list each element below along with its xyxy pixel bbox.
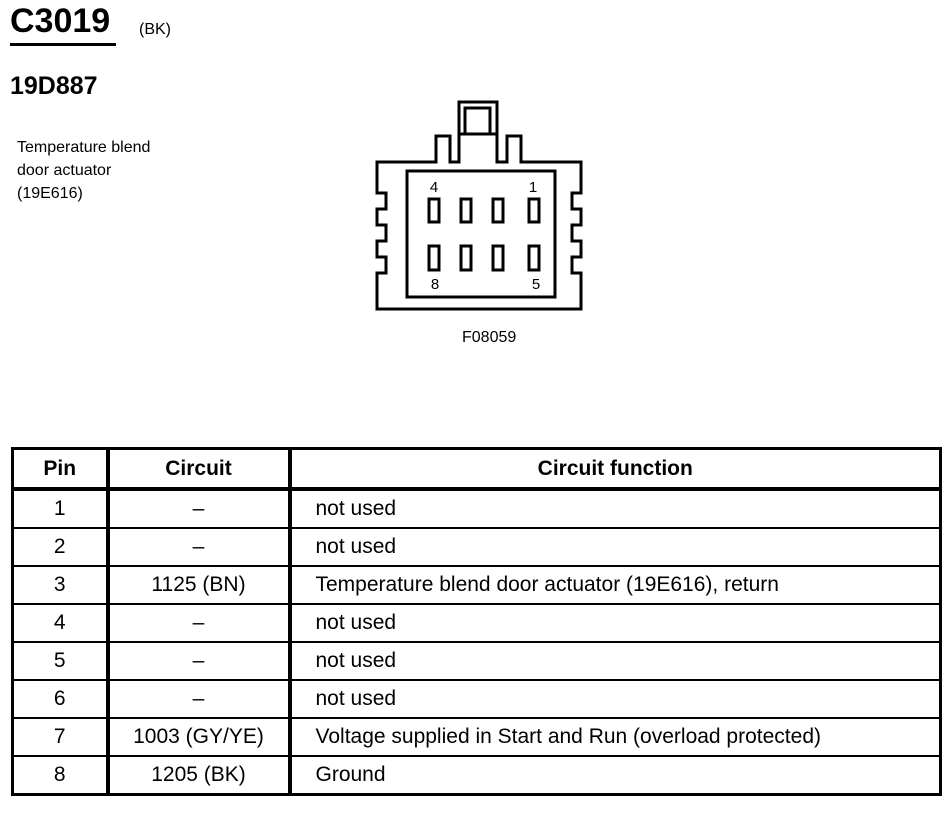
circuit-cell: – [108, 680, 290, 718]
connector-id: C3019 [10, 2, 111, 40]
pin-table [11, 447, 942, 796]
pin-label: 1 [528, 179, 538, 196]
table-row [13, 566, 941, 604]
terminal-pin-1 [529, 199, 539, 222]
table-row [13, 756, 941, 795]
pin-cell: 6 [13, 680, 108, 718]
function-cell: not used [290, 489, 941, 528]
terminal-pin-4 [429, 199, 439, 222]
figure-id: F08059 [462, 329, 517, 346]
pin-cell: 4 [13, 604, 108, 642]
part-number: 19D887 [10, 72, 98, 100]
terminal-pin-5 [529, 246, 539, 270]
function-cell: not used [290, 680, 941, 718]
pin-label: 4 [429, 179, 439, 196]
connector-id-underline [10, 43, 116, 46]
pin-cell: 8 [13, 756, 108, 795]
component-description-line: door actuator [17, 162, 112, 179]
component-description-line: (19E616) [17, 185, 83, 202]
function-cell: Ground [290, 756, 941, 795]
circuit-cell: – [108, 642, 290, 680]
table-row [13, 489, 941, 528]
function-cell: Temperature blend door actuator (19E616), return [290, 566, 941, 604]
circuit-cell: 1205 (BK) [108, 756, 290, 795]
circuit-cell: – [108, 604, 290, 642]
function-cell: not used [290, 604, 941, 642]
pin-cell: 1 [13, 489, 108, 528]
terminal-pin-7 [461, 246, 471, 270]
component-description [17, 136, 150, 205]
table-header-row [13, 449, 941, 490]
terminal-pin-8 [429, 246, 439, 270]
terminal-pin-3 [461, 199, 471, 222]
column-header-function: Circuit function [290, 449, 941, 490]
pin-cell: 2 [13, 528, 108, 566]
column-header-circuit: Circuit [108, 449, 290, 490]
circuit-cell: 1003 (GY/YE) [108, 718, 290, 756]
connector-color: (BK) [139, 21, 171, 38]
pin-cell: 7 [13, 718, 108, 756]
terminal-pin-6 [493, 246, 503, 270]
circuit-cell: 1125 (BN) [108, 566, 290, 604]
component-description-line: Temperature blend [17, 139, 151, 156]
circuit-cell: – [108, 489, 290, 528]
table-row [13, 642, 941, 680]
function-cell: not used [290, 528, 941, 566]
table-row [13, 680, 941, 718]
table-row [13, 604, 941, 642]
latch-tab [465, 108, 490, 134]
table-row [13, 718, 941, 756]
table-row [13, 528, 941, 566]
pin-label: 8 [430, 276, 440, 293]
connector-face-diagram [370, 98, 595, 313]
column-header-pin: Pin [13, 449, 108, 490]
function-cell: not used [290, 642, 941, 680]
pin-cell: 5 [13, 642, 108, 680]
function-cell: Voltage supplied in Start and Run (overload protected) [290, 718, 941, 756]
pin-label: 5 [531, 276, 541, 293]
terminal-pin-2 [493, 199, 503, 222]
pin-cell: 3 [13, 566, 108, 604]
circuit-cell: – [108, 528, 290, 566]
